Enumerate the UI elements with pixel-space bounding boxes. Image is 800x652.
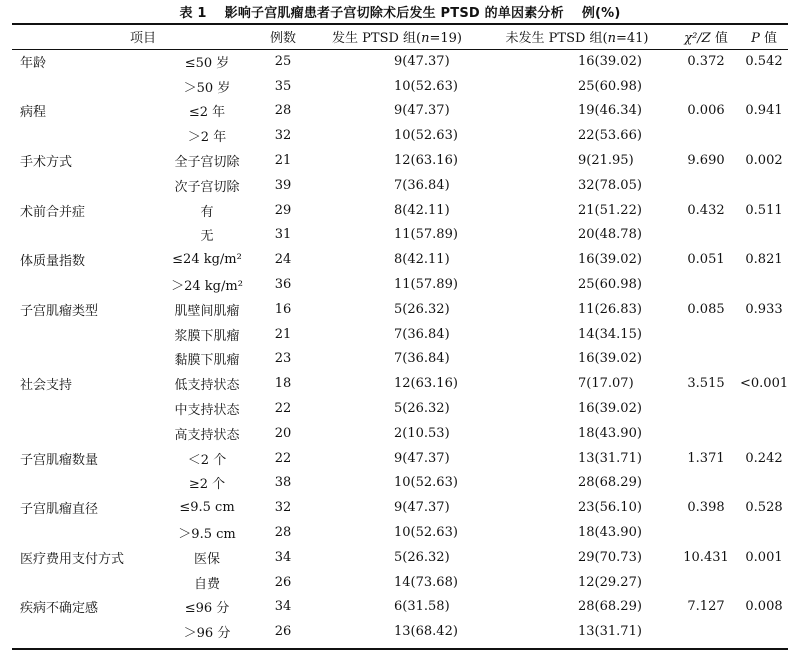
row-event-value: 7(36.84) bbox=[394, 326, 450, 342]
table-label: 表 1 bbox=[179, 6, 207, 21]
table-row bbox=[12, 123, 788, 148]
row-subgroup: 肌壁间肌瘤 bbox=[174, 303, 240, 319]
row-p-value: 0.242 bbox=[745, 450, 783, 466]
row-chi-square bbox=[672, 570, 740, 595]
row-count: 25 bbox=[274, 53, 292, 69]
row-chi-square bbox=[672, 421, 740, 446]
row-p-value: 0.511 bbox=[745, 202, 783, 218]
row-variable bbox=[12, 421, 160, 446]
row-p-value bbox=[740, 396, 788, 421]
table-row bbox=[12, 148, 788, 173]
table-title: 影响子宫肌瘤患者子宫切除术后发生 PTSD 的单因素分析 bbox=[224, 6, 564, 21]
row-nonevent-value: 22(53.66) bbox=[578, 128, 642, 144]
row-nonevent-value: 23(56.10) bbox=[578, 500, 642, 516]
row-p-value: 0.821 bbox=[745, 252, 783, 268]
table-row bbox=[12, 396, 788, 421]
table-row bbox=[12, 272, 788, 297]
table-row bbox=[12, 619, 788, 644]
table-row bbox=[12, 495, 788, 520]
row-nonevent-value: 25(60.98) bbox=[578, 78, 642, 94]
row-event-value: 5(26.32) bbox=[394, 401, 450, 417]
row-nonevent-value: 16(39.02) bbox=[578, 401, 642, 417]
row-variable bbox=[12, 570, 160, 595]
row-chi-square bbox=[672, 322, 740, 347]
row-nonevent-value: 19(46.34) bbox=[578, 103, 642, 119]
row-event-value: 5(26.32) bbox=[394, 301, 450, 317]
row-variable bbox=[12, 272, 160, 297]
row-variable bbox=[12, 520, 160, 545]
row-subgroup: 黏膜下肌瘤 bbox=[174, 353, 240, 369]
row-variable bbox=[12, 223, 160, 248]
row-variable: 社会支持 bbox=[20, 378, 73, 394]
row-count: 32 bbox=[274, 128, 292, 144]
row-count: 22 bbox=[274, 450, 292, 466]
row-event-value: 9(47.37) bbox=[394, 103, 450, 119]
row-count: 23 bbox=[274, 351, 292, 367]
table-row bbox=[12, 99, 788, 124]
table-row bbox=[12, 297, 788, 322]
table-row bbox=[12, 74, 788, 99]
row-subgroup: 无 bbox=[200, 229, 214, 245]
row-nonevent-value: 29(70.73) bbox=[578, 549, 642, 565]
row-nonevent-value: 28(68.29) bbox=[578, 475, 642, 491]
table-row bbox=[12, 570, 788, 595]
row-event-value: 8(42.11) bbox=[394, 202, 450, 218]
table-bottom-rule bbox=[12, 648, 788, 650]
row-chi-square: 1.371 bbox=[687, 450, 725, 466]
row-p-value: 0.542 bbox=[745, 53, 783, 69]
row-event-value: 9(47.37) bbox=[394, 500, 450, 516]
row-variable: 疾病不确定感 bbox=[20, 601, 99, 617]
row-p-value bbox=[740, 322, 788, 347]
row-count: 21 bbox=[274, 326, 292, 342]
table-row bbox=[12, 446, 788, 471]
row-p-value bbox=[740, 123, 788, 148]
row-event-value: 9(47.37) bbox=[394, 450, 450, 466]
row-nonevent-value: 9(21.95) bbox=[578, 153, 634, 169]
header-item: 项目 bbox=[130, 31, 157, 46]
row-count: 38 bbox=[274, 475, 292, 491]
row-count: 34 bbox=[274, 599, 292, 615]
header-count: 例数 bbox=[270, 31, 297, 46]
row-nonevent-value: 18(43.90) bbox=[578, 525, 642, 541]
row-count: 35 bbox=[274, 78, 292, 94]
row-subgroup: ＞96 分 bbox=[183, 626, 231, 642]
row-p-value: <0.001 bbox=[740, 376, 789, 392]
row-count: 39 bbox=[274, 177, 292, 193]
row-subgroup: ＞50 岁 bbox=[183, 80, 231, 96]
row-count: 16 bbox=[274, 301, 292, 317]
row-subgroup: ≤9.5 cm bbox=[179, 500, 235, 516]
row-count: 21 bbox=[274, 153, 292, 169]
header-p-value: P 值 bbox=[751, 31, 777, 46]
row-variable: 年龄 bbox=[20, 55, 47, 71]
row-chi-square: 0.398 bbox=[687, 500, 725, 516]
row-chi-square: 0.051 bbox=[687, 252, 725, 268]
row-nonevent-value: 13(31.71) bbox=[578, 450, 642, 466]
row-variable: 病程 bbox=[20, 105, 47, 121]
row-event-value: 13(68.42) bbox=[394, 624, 458, 640]
row-nonevent-value: 12(29.27) bbox=[578, 574, 642, 590]
row-p-value bbox=[740, 421, 788, 446]
row-variable: 医疗费用支付方式 bbox=[20, 551, 125, 567]
row-event-value: 7(36.84) bbox=[394, 177, 450, 193]
row-subgroup: 有 bbox=[200, 204, 214, 220]
row-subgroup: ＞9.5 cm bbox=[178, 527, 236, 543]
row-event-value: 7(36.84) bbox=[394, 351, 450, 367]
row-subgroup: ≤50 岁 bbox=[184, 55, 230, 71]
row-variable bbox=[12, 619, 160, 644]
row-p-value bbox=[740, 74, 788, 99]
row-nonevent-value: 20(48.78) bbox=[578, 227, 642, 243]
row-p-value: 0.008 bbox=[745, 599, 783, 615]
row-chi-square: 0.085 bbox=[687, 301, 725, 317]
row-event-value: 10(52.63) bbox=[394, 128, 458, 144]
row-subgroup: 自费 bbox=[194, 576, 221, 592]
row-count: 31 bbox=[274, 227, 292, 243]
row-variable bbox=[12, 322, 160, 347]
row-nonevent-value: 21(51.22) bbox=[578, 202, 642, 218]
row-p-value bbox=[740, 570, 788, 595]
row-event-value: 14(73.68) bbox=[394, 574, 458, 590]
table-row bbox=[12, 595, 788, 620]
row-subgroup: 浆膜下肌瘤 bbox=[174, 328, 240, 344]
row-count: 36 bbox=[274, 277, 292, 293]
row-event-value: 12(63.16) bbox=[394, 376, 458, 392]
row-variable bbox=[12, 123, 160, 148]
row-event-value: 2(10.53) bbox=[394, 425, 450, 441]
row-count: 22 bbox=[274, 401, 292, 417]
row-event-value: 10(52.63) bbox=[394, 78, 458, 94]
row-nonevent-value: 7(17.07) bbox=[578, 376, 634, 392]
row-event-value: 8(42.11) bbox=[394, 252, 450, 268]
row-variable: 术前合并症 bbox=[20, 204, 86, 220]
row-variable: 手术方式 bbox=[20, 155, 73, 171]
univariate-analysis-table bbox=[12, 24, 788, 644]
table-row bbox=[12, 322, 788, 347]
table-row bbox=[12, 371, 788, 396]
row-nonevent-value: 11(26.83) bbox=[578, 301, 642, 317]
row-count: 29 bbox=[274, 202, 292, 218]
row-variable: 子宫肌瘤直径 bbox=[20, 502, 99, 518]
table-row bbox=[12, 198, 788, 223]
row-subgroup: ＞24 kg/m² bbox=[171, 279, 243, 295]
row-event-value: 11(57.89) bbox=[394, 227, 458, 243]
header-chi-square: χ²/Z 值 bbox=[684, 31, 728, 46]
row-chi-square bbox=[672, 223, 740, 248]
header-nonevent-group: 未发生 PTSD 组(n=41) bbox=[505, 31, 649, 46]
row-nonevent-value: 14(34.15) bbox=[578, 326, 642, 342]
row-chi-square bbox=[672, 123, 740, 148]
row-variable bbox=[12, 471, 160, 496]
row-p-value: 0.001 bbox=[745, 549, 783, 565]
row-variable: 体质量指数 bbox=[20, 254, 86, 270]
table-row bbox=[12, 49, 788, 74]
row-nonevent-value: 32(78.05) bbox=[578, 177, 642, 193]
row-chi-square: 9.690 bbox=[687, 153, 725, 169]
row-chi-square bbox=[672, 396, 740, 421]
row-subgroup: 医保 bbox=[194, 551, 221, 567]
row-p-value: 0.933 bbox=[745, 301, 783, 317]
row-subgroup: ＞2 年 bbox=[187, 130, 227, 146]
row-chi-square: 0.006 bbox=[687, 103, 725, 119]
row-subgroup: ＜2 个 bbox=[187, 452, 227, 468]
row-p-value bbox=[740, 272, 788, 297]
row-event-value: 11(57.89) bbox=[394, 277, 458, 293]
row-event-value: 10(52.63) bbox=[394, 525, 458, 541]
row-subgroup: 次子宫切除 bbox=[174, 179, 240, 195]
row-p-value: 0.941 bbox=[745, 103, 783, 119]
row-count: 28 bbox=[274, 103, 292, 119]
row-event-value: 9(47.37) bbox=[394, 53, 450, 69]
row-nonevent-value: 16(39.02) bbox=[578, 252, 642, 268]
row-nonevent-value: 16(39.02) bbox=[578, 53, 642, 69]
row-count: 26 bbox=[274, 624, 292, 640]
row-chi-square bbox=[672, 471, 740, 496]
row-subgroup: 全子宫切除 bbox=[174, 155, 240, 171]
row-chi-square bbox=[672, 74, 740, 99]
row-count: 26 bbox=[274, 574, 292, 590]
row-p-value bbox=[740, 223, 788, 248]
row-subgroup: 中支持状态 bbox=[174, 403, 240, 419]
table-row bbox=[12, 247, 788, 272]
table-row bbox=[12, 520, 788, 545]
row-chi-square bbox=[672, 520, 740, 545]
row-event-value: 6(31.58) bbox=[394, 599, 450, 615]
row-event-value: 10(52.63) bbox=[394, 475, 458, 491]
row-variable bbox=[12, 347, 160, 372]
header-event-group: 发生 PTSD 组(n=19) bbox=[332, 31, 462, 46]
row-nonevent-value: 28(68.29) bbox=[578, 599, 642, 615]
row-chi-square bbox=[672, 347, 740, 372]
row-subgroup: ≤96 分 bbox=[184, 601, 230, 617]
row-p-value: 0.528 bbox=[745, 500, 783, 516]
row-subgroup: ≤2 年 bbox=[188, 105, 226, 121]
table-caption bbox=[0, 2, 800, 21]
row-chi-square bbox=[672, 272, 740, 297]
table-row bbox=[12, 173, 788, 198]
row-count: 18 bbox=[274, 376, 292, 392]
table-row bbox=[12, 223, 788, 248]
row-p-value: 0.002 bbox=[745, 153, 783, 169]
row-count: 32 bbox=[274, 500, 292, 516]
row-count: 24 bbox=[274, 252, 292, 268]
table-row bbox=[12, 545, 788, 570]
row-chi-square: 3.515 bbox=[687, 376, 725, 392]
row-variable bbox=[12, 173, 160, 198]
row-variable bbox=[12, 396, 160, 421]
row-count: 20 bbox=[274, 425, 292, 441]
row-p-value bbox=[740, 347, 788, 372]
row-chi-square bbox=[672, 619, 740, 644]
header-row bbox=[12, 24, 788, 49]
row-variable bbox=[12, 74, 160, 99]
table-row bbox=[12, 347, 788, 372]
row-nonevent-value: 18(43.90) bbox=[578, 425, 642, 441]
row-chi-square: 7.127 bbox=[687, 599, 725, 615]
row-p-value bbox=[740, 471, 788, 496]
row-chi-square: 0.432 bbox=[687, 202, 725, 218]
row-event-value: 12(63.16) bbox=[394, 153, 458, 169]
row-nonevent-value: 13(31.71) bbox=[578, 624, 642, 640]
row-event-value: 5(26.32) bbox=[394, 549, 450, 565]
row-p-value bbox=[740, 619, 788, 644]
row-variable: 子宫肌瘤类型 bbox=[20, 303, 99, 319]
row-subgroup: 低支持状态 bbox=[174, 378, 240, 394]
row-p-value bbox=[740, 520, 788, 545]
table-row bbox=[12, 421, 788, 446]
row-subgroup: 高支持状态 bbox=[174, 427, 240, 443]
row-chi-square: 10.431 bbox=[683, 549, 729, 565]
row-variable: 子宫肌瘤数量 bbox=[20, 452, 99, 468]
row-p-value bbox=[740, 173, 788, 198]
table-unit: 例(%) bbox=[581, 6, 621, 21]
row-nonevent-value: 25(60.98) bbox=[578, 277, 642, 293]
row-count: 34 bbox=[274, 549, 292, 565]
row-subgroup: ≥2 个 bbox=[188, 477, 226, 493]
table-row bbox=[12, 471, 788, 496]
row-chi-square bbox=[672, 173, 740, 198]
row-subgroup: ≤24 kg/m² bbox=[172, 252, 242, 268]
row-nonevent-value: 16(39.02) bbox=[578, 351, 642, 367]
row-chi-square: 0.372 bbox=[687, 53, 725, 69]
row-count: 28 bbox=[274, 525, 292, 541]
